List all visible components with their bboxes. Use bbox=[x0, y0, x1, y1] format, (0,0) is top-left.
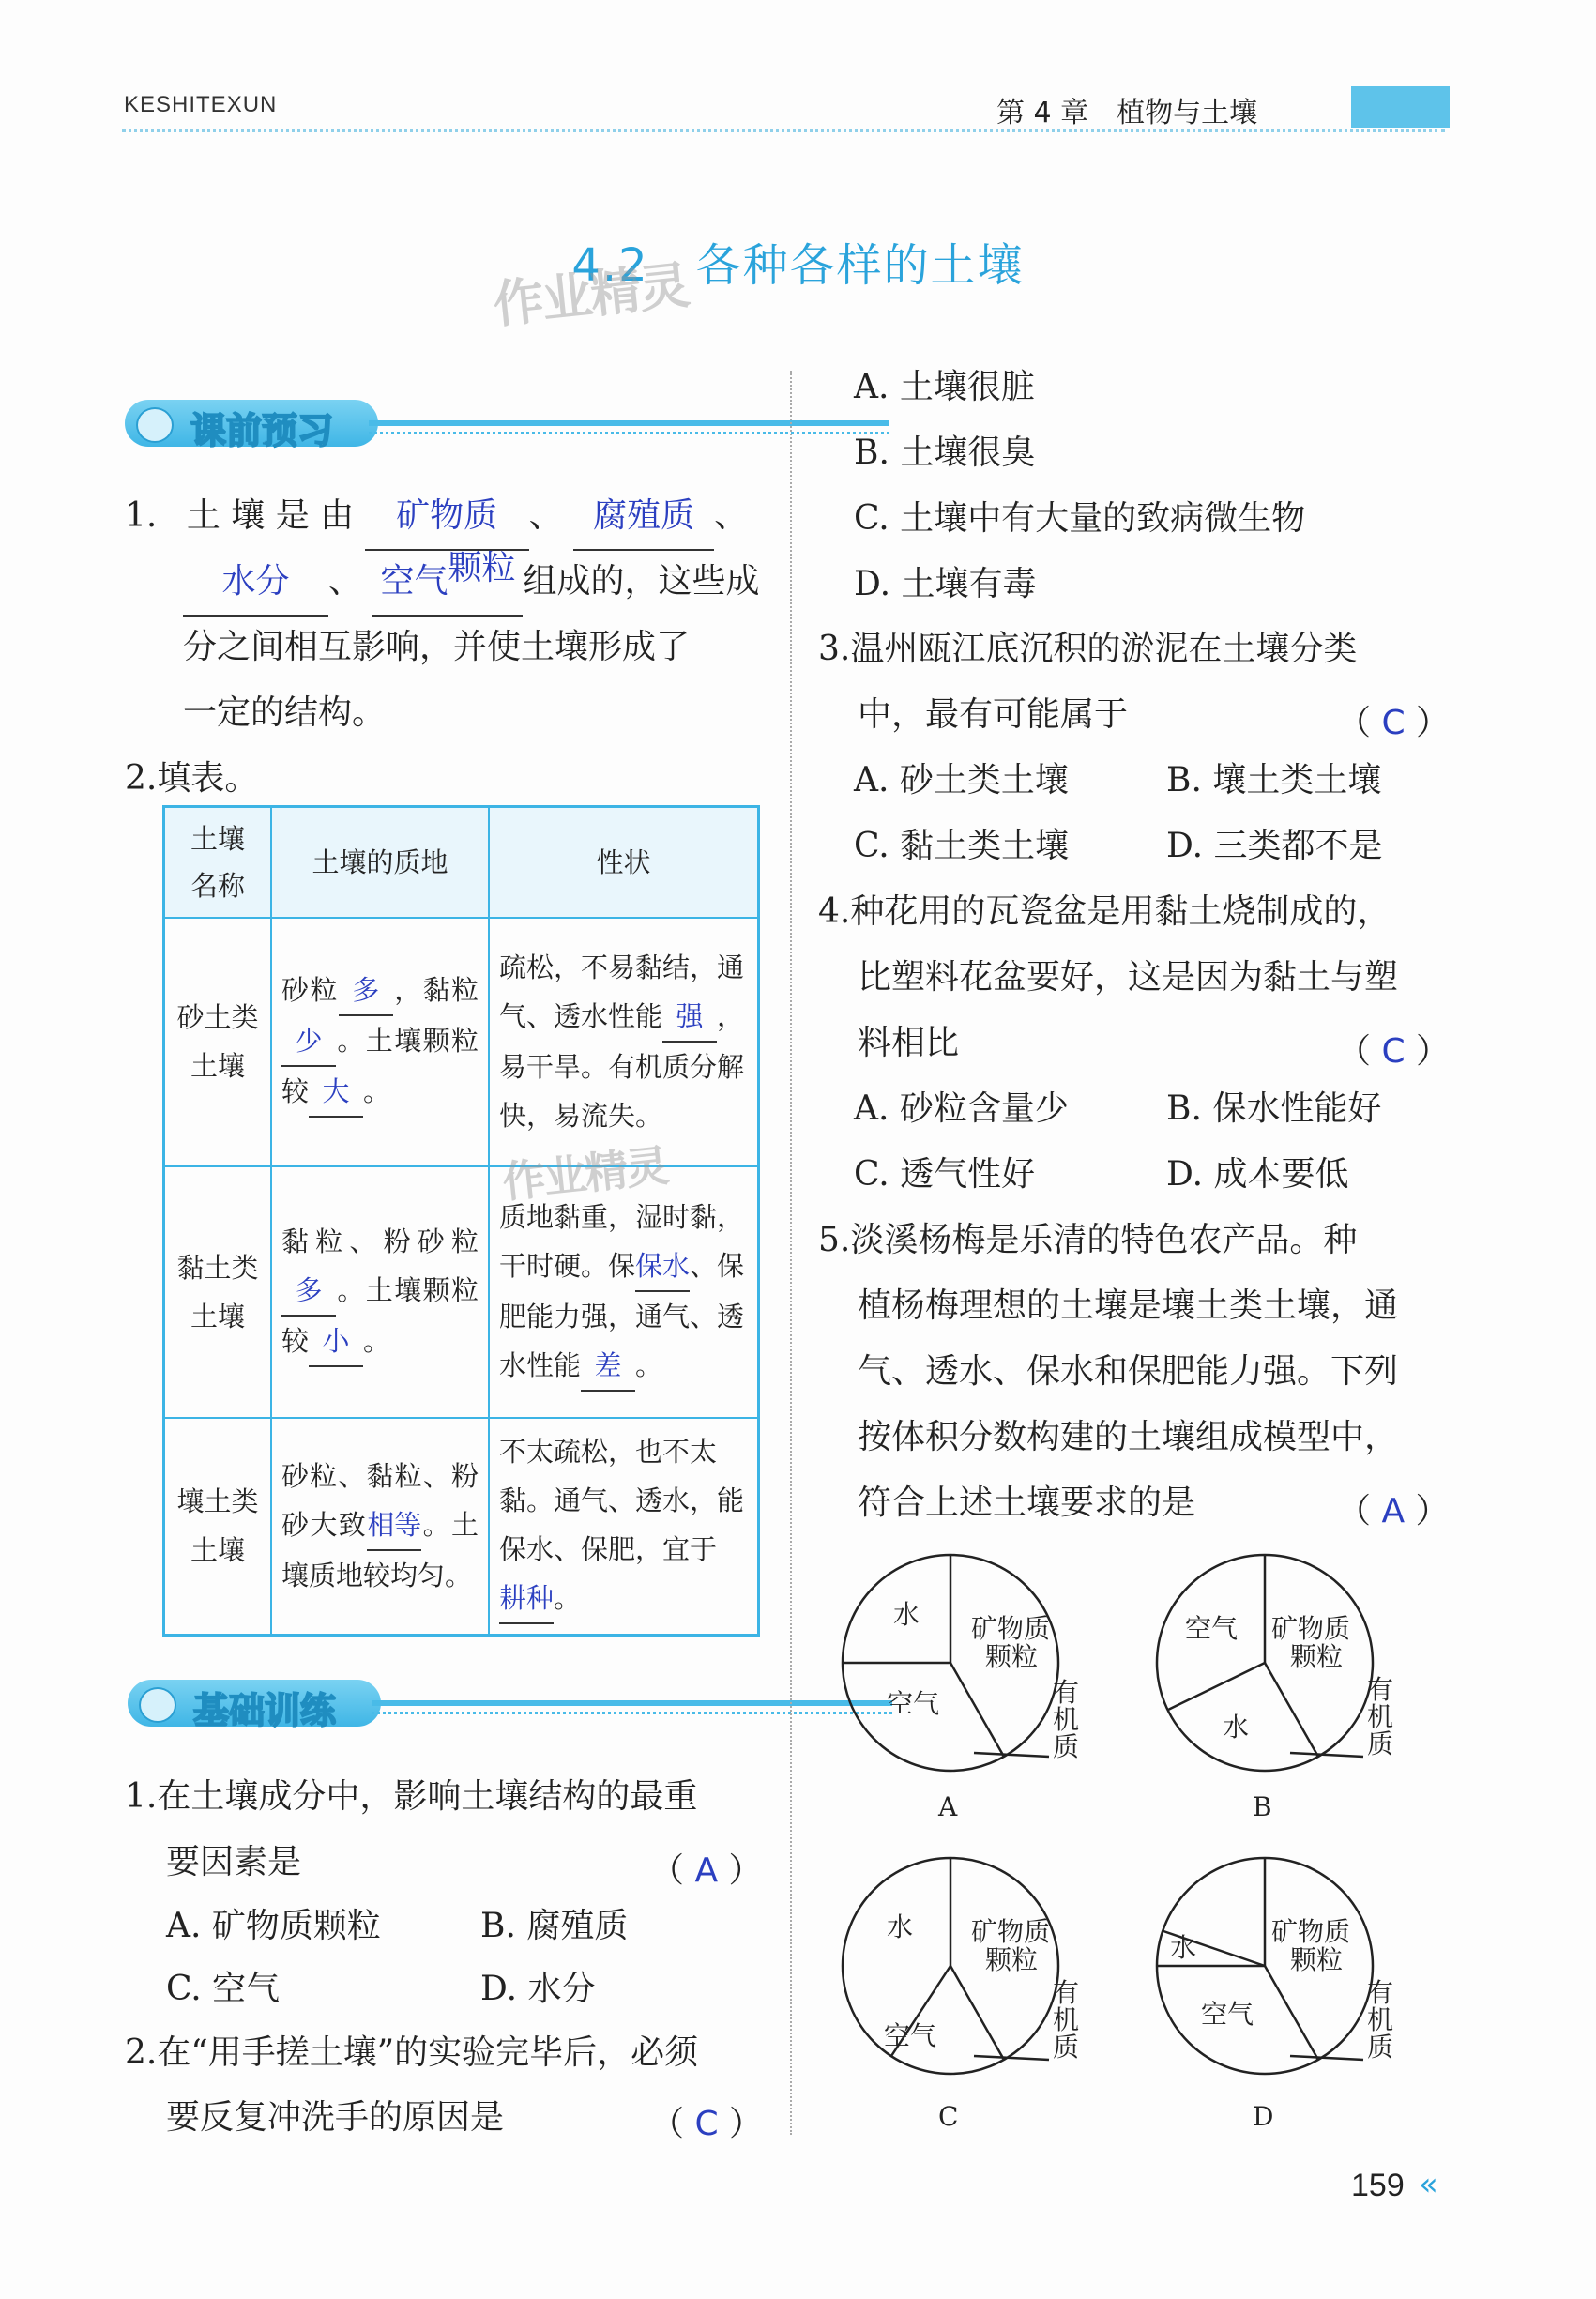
pie-b bbox=[1157, 1555, 1393, 1822]
svg-text:A: A bbox=[938, 1791, 958, 1822]
table-row: 黏土类 土壤 黏粒、粉砂粒多 。土壤颗粒较 小 。 质地黏重，湿时黏，干时硬。保保水、保肥能力强，通气、透水性能 差 。 bbox=[164, 1166, 759, 1418]
answer-paren: （ A ） bbox=[650, 1851, 763, 1890]
preview-question-1-line4: 一定的结构。 bbox=[183, 693, 387, 732]
option: A. 矿物质颗粒 bbox=[166, 1907, 381, 1945]
option: B. 腐殖质 bbox=[480, 1907, 629, 1945]
table-header-name: 土壤 名称 bbox=[164, 807, 272, 918]
preview-question-1-line3: 分之间相互影响，并使土壤形成了 bbox=[183, 628, 691, 666]
svg-text:质: 质 bbox=[1053, 2032, 1080, 2063]
svg-text:空气: 空气 bbox=[887, 1688, 940, 1719]
svg-text:D: D bbox=[1253, 2101, 1274, 2132]
question-5-line5: 符合上述土壤要求的是 bbox=[858, 1484, 1196, 1522]
svg-text:水: 水 bbox=[1170, 1932, 1197, 1963]
option: B. 土壤很臭 bbox=[854, 434, 1036, 472]
question-5-line2: 植杨梅理想的土壤是壤土类土壤，通 bbox=[858, 1287, 1399, 1325]
question-5-line4: 按体积分数构建的土壤组成模型中， bbox=[858, 1418, 1399, 1456]
svg-text:有: 有 bbox=[1053, 1677, 1080, 1708]
option: B. 保水性能好 bbox=[1166, 1089, 1382, 1128]
question-4-line3: 料相比 bbox=[858, 1024, 960, 1062]
option: C. 土壤中有大量的致病微生物 bbox=[854, 499, 1306, 538]
question-4: 4.种花用的瓦瓷盆是用黏土烧制成的， bbox=[818, 892, 1391, 931]
soil-table bbox=[162, 805, 760, 1637]
table-header-texture: 土壤的质地 bbox=[271, 807, 489, 918]
option: D. 成本要低 bbox=[1166, 1155, 1349, 1194]
watermark: 作业精灵 bbox=[490, 255, 692, 335]
magnifier-icon bbox=[136, 407, 174, 443]
option: D. 水分 bbox=[480, 1970, 596, 2008]
option: A. 土壤很脏 bbox=[854, 368, 1035, 406]
svg-text:机: 机 bbox=[1367, 2004, 1394, 2035]
question-3: 3.温州瓯江底沉积的淤泥在土壤分类 bbox=[818, 630, 1358, 668]
preview-question-1: 1. 土 壤 是 由 矿物质 、 腐殖质 、 bbox=[125, 483, 763, 551]
pie-a bbox=[843, 1555, 1079, 1822]
option: B. 壤土类土壤 bbox=[1166, 761, 1382, 799]
question-5: 5.淡溪杨梅是乐清的特色农产品。种 bbox=[818, 1221, 1358, 1259]
pie-label-water: 水 bbox=[893, 1599, 920, 1630]
svg-text:颗粒: 颗粒 bbox=[985, 1641, 1039, 1672]
svg-text:矿物质: 矿物质 bbox=[971, 1916, 1051, 1947]
svg-text:水: 水 bbox=[1223, 1712, 1250, 1743]
table-row: 壤土类 土壤 砂粒、黏粒、粉砂大致相等。土壤质地较均匀。 不太疏松，也不太黏。通气、透水，能保水、保肥，宜于耕种。 bbox=[164, 1418, 759, 1636]
page-number: 159 bbox=[1351, 2168, 1405, 2203]
column-divider bbox=[790, 371, 792, 2135]
question-3-line2: 中，最有可能属于 bbox=[858, 695, 1129, 734]
pie-d bbox=[1157, 1858, 1393, 2132]
svg-text:空气: 空气 bbox=[1185, 1613, 1239, 1644]
option: A. 砂土类土壤 bbox=[854, 761, 1069, 799]
svg-text:矿物质: 矿物质 bbox=[1271, 1916, 1351, 1947]
svg-text:水: 水 bbox=[887, 1911, 914, 1942]
watermark-2: 作业精灵 bbox=[499, 1139, 670, 1209]
svg-text:质: 质 bbox=[1367, 1728, 1394, 1759]
section-banner-preview: 课前预习 bbox=[125, 400, 889, 447]
answer-paren: （ C ） bbox=[1337, 704, 1451, 742]
svg-text:质: 质 bbox=[1367, 2032, 1394, 2063]
svg-text:机: 机 bbox=[1367, 1701, 1394, 1732]
svg-text:空气: 空气 bbox=[884, 2020, 937, 2051]
preview-question-2: 2.填表。 bbox=[125, 759, 259, 798]
svg-text:C: C bbox=[938, 2101, 959, 2132]
option: D. 三类都不是 bbox=[1166, 827, 1383, 865]
option: C. 透气性好 bbox=[854, 1155, 1036, 1194]
pie-c bbox=[843, 1858, 1079, 2132]
svg-text:颗粒: 颗粒 bbox=[985, 1944, 1039, 1975]
soil-pie-charts bbox=[844, 1548, 1464, 2132]
option: D. 土壤有毒 bbox=[854, 565, 1037, 603]
svg-text:B: B bbox=[1253, 1791, 1272, 1822]
svg-text:有: 有 bbox=[1367, 1977, 1394, 2008]
table-row: 砂土类 土壤 砂粒 多 ，黏粒少 。土壤颗粒较 大 。 疏松，不易黏结，通气、透水性能 强 ，易干旱。有机质分解快，易流失。 bbox=[164, 918, 759, 1166]
svg-text:矿物质: 矿物质 bbox=[1271, 1613, 1351, 1644]
svg-text:有: 有 bbox=[1053, 1977, 1080, 2008]
svg-text:空气: 空气 bbox=[1201, 1999, 1254, 2030]
svg-text:颗粒: 颗粒 bbox=[1290, 1944, 1344, 1975]
answer-paren: （ C ） bbox=[650, 2105, 764, 2143]
header-divider bbox=[122, 129, 1445, 132]
basic-question-1: 1.在土壤成分中，影响土壤结构的最重 bbox=[125, 1777, 698, 1816]
preview-question-1-line2: 水分 、 空气颗粒 组成的，这些成 bbox=[183, 549, 765, 617]
svg-text:机: 机 bbox=[1053, 1704, 1080, 1735]
svg-text:矿物质: 矿物质 bbox=[971, 1613, 1051, 1644]
question-4-line2: 比塑料花盆要好，这是因为黏土与塑 bbox=[858, 958, 1399, 997]
option: C. 空气 bbox=[166, 1970, 281, 2008]
svg-text:有: 有 bbox=[1367, 1674, 1394, 1705]
svg-text:颗粒: 颗粒 bbox=[1290, 1641, 1344, 1672]
answer-paren: （ A ） bbox=[1337, 1492, 1450, 1530]
double-chevron-left-icon: « bbox=[1419, 2166, 1438, 2203]
option: C. 黏土类土壤 bbox=[854, 827, 1070, 865]
page-title: 4.2 各种各样的土壤 bbox=[571, 239, 1025, 292]
magnifier-icon bbox=[139, 1687, 176, 1723]
answer-paren: （ C ） bbox=[1337, 1032, 1451, 1071]
basic-question-2-line2: 要反复冲洗手的原因是 bbox=[166, 2098, 505, 2137]
option: A. 砂粒含量少 bbox=[854, 1089, 1069, 1128]
basic-question-1-line2: 要因素是 bbox=[166, 1843, 302, 1881]
basic-question-2: 2.在“用手搓土壤”的实验完毕后，必须 bbox=[125, 2033, 699, 2072]
table-header-property: 性状 bbox=[489, 807, 759, 918]
question-5-line3: 气、透水、保水和保肥能力强。下列 bbox=[858, 1352, 1399, 1391]
chapter-tab bbox=[1351, 86, 1450, 128]
brand-text: KESHITEXUN bbox=[124, 92, 278, 117]
chapter-title: 第 4 章 植物与土壤 bbox=[996, 97, 1258, 129]
svg-text:质: 质 bbox=[1053, 1731, 1080, 1762]
svg-text:机: 机 bbox=[1053, 2004, 1080, 2035]
section-banner-basic: 基础训练 bbox=[128, 1680, 892, 1727]
